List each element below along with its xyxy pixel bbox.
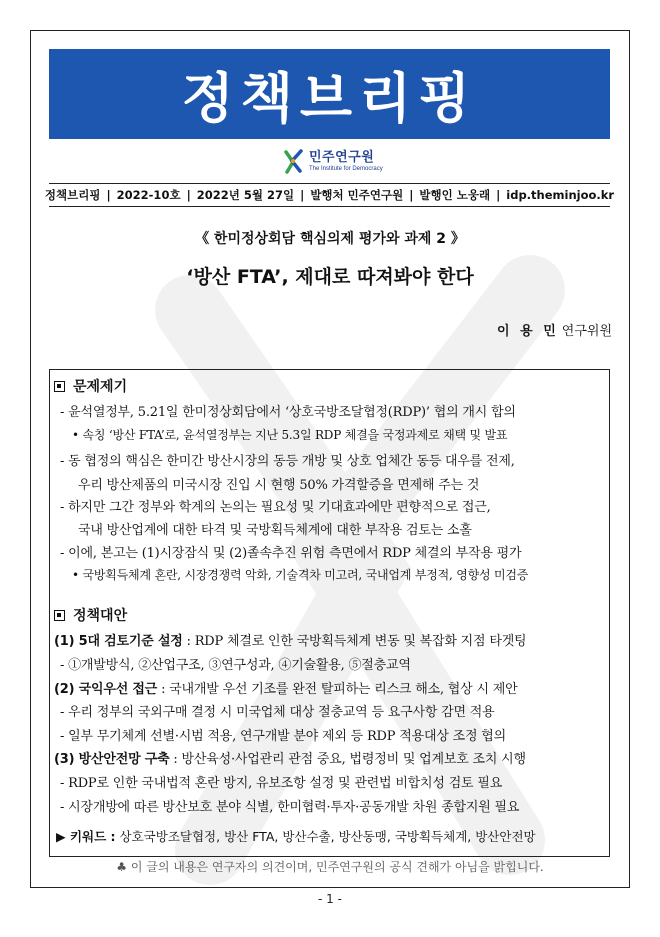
keywords-label: ▶ 키워드 : <box>56 829 116 844</box>
section-square-icon <box>54 381 65 392</box>
meta-publisher: 발행처 민주연구원 <box>310 188 404 202</box>
author-line <box>497 320 612 339</box>
meta-issuer: 발행인 노웅래 <box>419 188 491 202</box>
publication-meta: 정책브리핑 | 2022-10호 | 2022년 5월 27일 | 발행처 민주연구원 | 발행인 노웅래 | idp.theminjoo.kr <box>49 183 610 207</box>
keywords-text: 상호국방조달협정, 방산 FTA, 방산수출, 방산동맹, 국방획득체계, 방산안전망 <box>115 829 536 844</box>
policy-item: (2) 국익우선 접근 : 국내개발 우선 기조를 완전 탈피하는 리스크 해소, 협상 시 제안 <box>54 682 518 697</box>
disclaimer: ♣ 이 글의 내용은 연구자의 의견이며, 민주연구원의 공식 견해가 아님을 밝힙니다. <box>116 860 544 874</box>
meta-issue: 2022-10호 <box>116 188 181 202</box>
problem-line: • 속칭 ‘방산 FTA’로, 윤석열정부는 지난 5.3일 RDP 체결을 국정과제로 채택 및 발표 <box>72 428 508 442</box>
problem-line: • 국방획득체계 혼란, 시장경쟁력 악화, 기술격차 미고려, 국내업계 부정적, 영향성 미검증 <box>72 568 529 582</box>
series-subtitle: 《 한미정상회담 핵심의제 평가와 과제 2 》 <box>195 231 465 247</box>
problem-line: - 윤석열정부, 5.21일 한미정상회담에서 ‘상호국방조달협정(RDP)’ 협의 개시 합의 <box>60 405 516 420</box>
problem-line: 국내 방산업계에 대한 타격 및 국방획득체계에 대한 부작용 검토는 소홀 <box>78 523 472 538</box>
problem-line: 우리 방산제품의 미국시장 진입 시 현행 50% 가격할증을 면제해 주는 것 <box>78 478 480 493</box>
meta-date: 2022년 5월 27일 <box>196 188 295 202</box>
section-heading-policy: 정책대안 <box>54 605 127 625</box>
author-role: 연구위원 <box>561 324 612 339</box>
author-name: 이 용 민 <box>497 324 559 339</box>
policy-line: - 시장개방에 따른 방산보호 분야 식별, 한미협력·투자·공동개발 차원 종합지원 필요 <box>60 800 520 815</box>
institute-logo <box>283 145 393 177</box>
section-heading-problem: 문제제기 <box>54 376 127 396</box>
policy-line: - ①개발방식, ②산업구조, ③연구성과, ④기술활용, ⑤절충교역 <box>60 658 411 673</box>
section-square-icon <box>54 610 65 621</box>
page-number: - 1 - <box>318 892 342 906</box>
logo-subtitle: The Institute for Democracy <box>309 165 383 172</box>
policy-item: (1) 5대 검토기준 설정 : RDP 체결로 인한 국방획득체계 변동 및 복잡화 지점 타겟팅 <box>54 634 527 649</box>
logo-name: 민주연구원 <box>309 149 375 165</box>
page-title: ‘방산 FTA’, 제대로 따져봐야 한다 <box>186 266 474 288</box>
policy-item: (3) 방산안전망 구축 : 방산육성·사업관리 관점 중요, 법령정비 및 업계보호 조치 시행 <box>54 752 526 767</box>
banner-title: 정책브리핑 <box>181 66 478 130</box>
header-banner <box>49 49 610 139</box>
problem-line: - 동 협정의 핵심은 한미간 방산시장의 동등 개방 및 상호 업체간 동등 대우를 전제, <box>60 454 515 469</box>
meta-website-link[interactable]: idp.theminjoo.kr <box>506 188 615 202</box>
problem-line: - 하지만 그간 정부와 학계의 논의는 필요성 및 기대효과에만 편향적으로 접근, <box>60 500 491 515</box>
logo-mark-icon <box>283 148 305 174</box>
meta-series: 정책브리핑 <box>44 188 101 202</box>
policy-line: - 일부 무기체계 선별·시범 적용, 연구개발 분야 제외 등 RDP 적용대상 조정 협의 <box>60 729 506 744</box>
policy-line: - RDP로 인한 국내법적 혼란 방지, 유보조항 설정 및 관련법 비합치성 검토 필요 <box>60 776 503 791</box>
policy-line: - 우리 정부의 국외구매 결정 시 미국업체 대상 절충교역 등 요구사항 감면 적용 <box>60 705 495 720</box>
problem-line: - 이에, 본고는 (1)시장잠식 및 (2)졸속추진 위험 측면에서 RDP 체결의 부작용 평가 <box>60 546 522 561</box>
keywords <box>56 827 536 845</box>
